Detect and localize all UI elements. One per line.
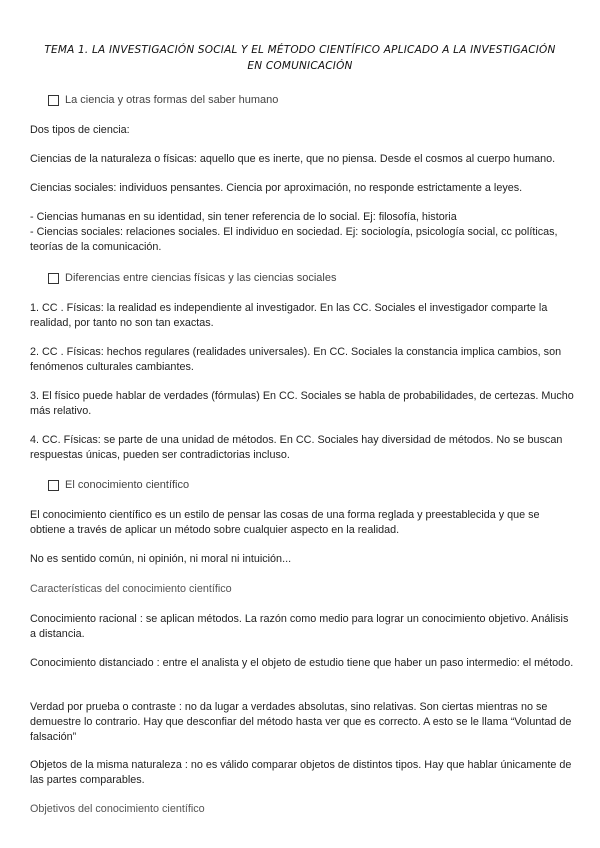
paragraph: 2. CC . Físicas: hechos regulares (realidades universales). En CC. Sociales la constancia implica cambios, son fenómenos culturales cambiantes.: [30, 346, 562, 373]
section-label: La ciencia y otras formas del saber humano: [65, 94, 279, 106]
paragraph: Dos tipos de ciencia:: [30, 124, 130, 136]
section-diferencias: [48, 272, 336, 284]
paragraph: El conocimiento científico es un estilo de pensar las cosas de una forma reglada y preestablecida y que se obtiene a través de aplicar un método sobre cualquier aspecto en la realidad.: [30, 509, 540, 536]
checkbox-icon[interactable]: [48, 273, 59, 284]
paragraph: Conocimiento distanciado : entre el analista y el objeto de estudio tiene que haber un paso intermedio: el método.: [30, 657, 574, 669]
paragraph: 4. CC. Físicas: se parte de una unidad de métodos. En CC. Sociales hay diversidad de métodos. No se buscan respuestas únicas, pueden ser contradictorias incluso.: [30, 434, 563, 461]
section-conocimiento: [48, 479, 189, 491]
paragraph: No es sentido común, ni opinión, ni moral ni intuición...: [30, 553, 292, 565]
paragraph: - Ciencias sociales: relaciones sociales. El individuo en sociedad. Ej: sociología, psicología social, cc políticas, teorías de la comunicación.: [30, 226, 558, 253]
section-label: El conocimiento científico: [65, 479, 190, 491]
section-ciencia: [48, 94, 278, 106]
paragraph: Objetos de la misma naturaleza : no es válido comparar objetos de distintos tipos. Hay que hablar únicamente de las partes comparables.: [30, 759, 572, 786]
paragraph: Ciencias de la naturaleza o físicas: aquello que es inerte, que no piensa. Desde el cosmos al cuerpo humano.: [30, 153, 556, 165]
section-label: Diferencias entre ciencias físicas y las ciencias sociales: [65, 272, 337, 284]
subheading: Objetivos del conocimiento científico: [30, 803, 205, 815]
paragraph: Conocimiento racional : se aplican métodos. La razón como medio para lograr un conocimiento objetivo. Análisis a distancia.: [30, 613, 569, 640]
paragraph: 3. El físico puede hablar de verdades (fórmulas) En CC. Sociales se habla de probabilidades, de certezas. Mucho más relativo.: [30, 390, 574, 417]
paragraph: - Ciencias humanas en su identidad, sin tener referencia de lo social. Ej: filosofía, historia: [30, 211, 457, 223]
checkbox-icon[interactable]: [48, 480, 59, 491]
paragraph: 1. CC . Físicas: la realidad es independiente al investigador. En las CC. Sociales el investigador comparte la realidad, por tanto no son tan exactas.: [30, 302, 548, 329]
page-title: TEMA 1. LA INVESTIGACIÓN SOCIAL Y EL MÉTODO CIENTÍFICO APLICADO A LA INVESTIGACIÓN EN COMUNICACIÓN: [44, 44, 556, 72]
subheading: Características del conocimiento científico: [30, 583, 232, 595]
paragraph: Verdad por prueba o contraste : no da lugar a verdades absolutas, sino relativas. Son ciertas mientras no se demuestre lo contrario. Hay que desconfiar del método hasta ver que es correcto. A esto se le llama “Voluntad de falsación”: [30, 701, 572, 743]
paragraph: Ciencias sociales: individuos pensantes. Ciencia por aproximación, no responde estrictamente a leyes.: [30, 182, 523, 194]
checkbox-icon[interactable]: [48, 95, 59, 106]
